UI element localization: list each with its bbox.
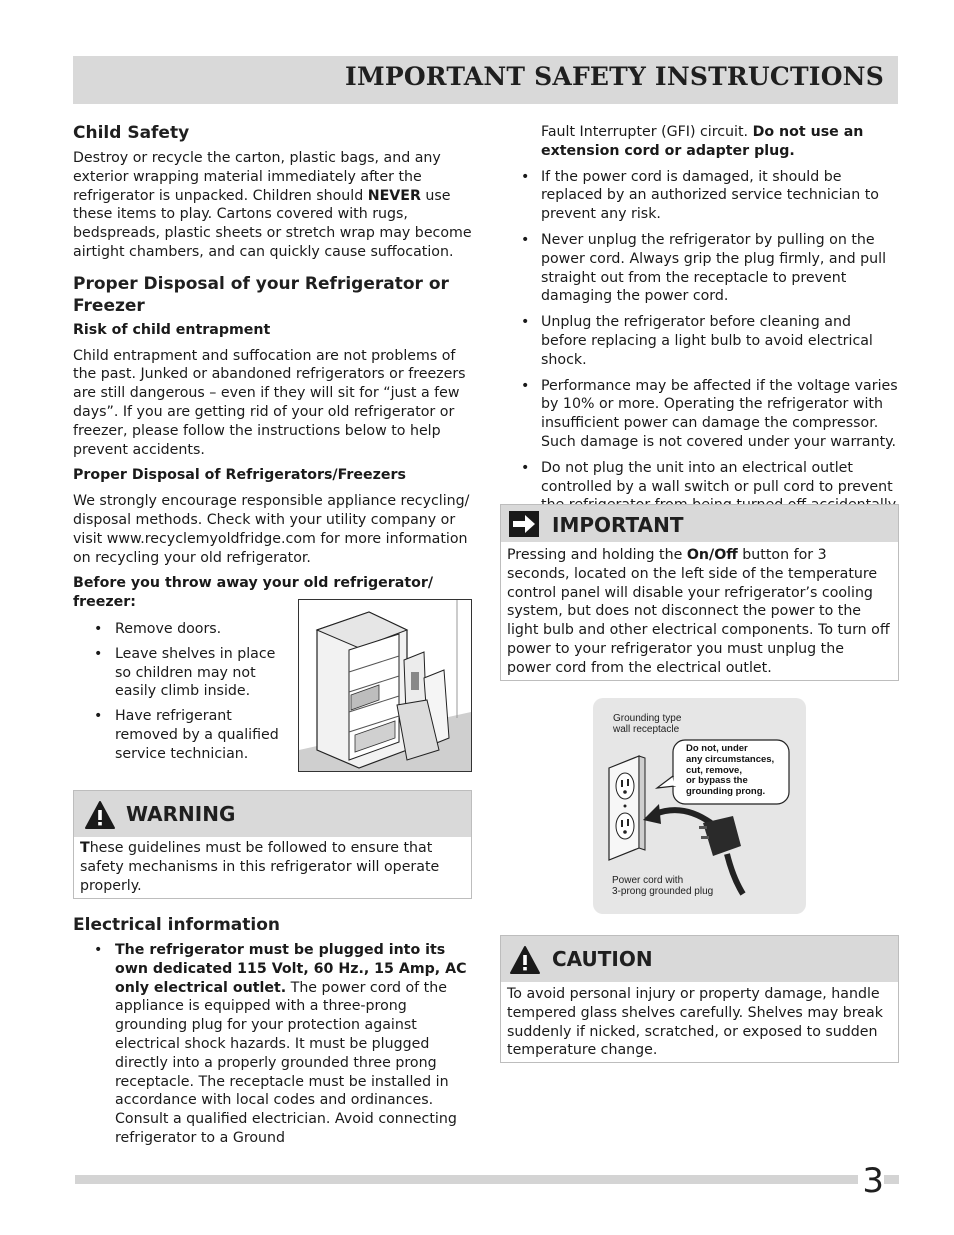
warning-text: These guidelines must be followed to ensure that safety mechanisms in this refrigerator will operate properly. [80,840,440,894]
warning-triangle-icon [84,800,116,830]
list-item: • Unplug the refrigerator before cleaning and before replacing a light bulb to avoid electrical shock. [521,313,901,369]
arrow-right-icon [509,511,539,537]
disposal-heading: Proper Disposal of your Refrigerator or Freezer [73,273,449,316]
list-item: • The refrigerator must be plugged into its own dedicated 115 Volt, 60 Hz., 15 Amp, AC only electrical outlet. The power cord of the appliance is equipped with a three-prong grounding plug for your protection against electrical shock hazards. It must be plugged directly into a properly grounded three prong receptacle. The receptacle must be installed in accordance with local codes and ordinances. Consult a qualified electrician. Avoid connecting refrigerator to a Ground [73,941,473,1148]
list-item: • Never unplug the refrigerator by pulling on the power cord. Always grip the plug firmly, and pull straight out from the receptacle to prevent damaging the power cord. [521,231,901,306]
warning-title: WARNING [126,802,236,826]
list-item: • Remove doors. [73,620,283,639]
important-box [500,504,899,681]
page-header [73,56,898,104]
receptacle-label: Grounding type wall receptacle [613,713,682,735]
footer-bar [75,1175,899,1184]
before-throw-heading: Before you throw away your old refrigerator/ freezer: [73,575,434,611]
open-refrigerator-icon [299,600,471,771]
plug-label: Power cord with 3-prong grounded plug [612,875,714,897]
risk-heading: Risk of child entrapment [73,321,271,338]
list-item: • Do not plug the unit into an electrical outlet controlled by a wall switch or pull cord to prevent [521,459,901,515]
important-header [501,505,898,542]
warning-header [74,791,471,837]
child-safety-heading: Child Safety [73,123,190,143]
never-emphasis: NEVER [367,187,421,204]
left-column [73,122,473,612]
important-text: Pressing and holding the On/Off button for 3 seconds, located on the left side of the temperature control panel will disable your refrigerator’s cooling system, but does not disconnect the power to the light bulb and other electrical components. To turn off power to your refrigerator you must unplug the power cord from the electrical outlet. [507,547,890,676]
list-item: • Leave shelves in place so children may not easily climb inside. [73,645,283,701]
right-column [521,123,901,515]
child-safety-text: Destroy or recycle the carton, plastic bags, and any exterior wrapping material immediately after the refrigerator is unpacked. Children should NEVER use these items to play. Cartons covered with rugs, bedspreads, plastic sheets or stretch wrap may become airtight chambers, and can quickly cause suffocation. [73,150,472,260]
page-number: 3 [858,1161,884,1201]
grounding-receptacle-figure [593,698,806,914]
caution-title: CAUTION [552,947,653,971]
list-item: • If the power cord is damaged, it should be replaced by an authorized service technician to prevent any risk. [521,168,901,224]
list-item: • Performance may be affected if the voltage varies by 10% or more. Operating the refrigerator with insufficient power can damage the compressor. Such damage is not covered under your warranty. [521,377,901,452]
caution-header [501,936,898,982]
electrical-section [73,914,473,1148]
important-title: IMPORTANT [552,513,684,537]
electrical-continued-text: Fault Interrupter (GFI) circuit. Do not use an extension cord or adapter plug. [541,124,864,159]
page-title: IMPORTANT SAFETY INSTRUCTIONS [345,62,884,91]
proper-disposal-heading: Proper Disposal of Refrigerators/Freezers [73,467,406,484]
risk-text: Child entrapment and suffocation are not problems of the past. Junked or abandoned refrigerators or freezers are still dangerous – even if they will sit for “just a few days”. If you are getting rid of your old refrigerator or freezer, please follow the instructions below to help prevent accidents. [73,347,466,458]
warning-triangle-icon [509,945,541,975]
proper-disposal-text: We strongly encourage responsible appliance recycling/ disposal methods. Check with your utility company or visit www.recyclemyoldfridge.com for more information on recycling your old refrigerator. [73,493,470,566]
refrigerator-illustration [298,599,472,772]
caution-box [500,935,899,1063]
list-item: • Have refrigerant removed by a qualified service technician. [73,707,283,763]
electrical-heading: Electrical information [73,915,280,935]
on-off-emphasis: On/Off [686,547,738,563]
disposal-bullet-list [73,620,283,764]
grounding-callout-text: Do not, under any circumstances, cut, remove, or bypass the grounding prong. [686,743,775,798]
caution-text: To avoid personal injury or property damage, handle tempered glass shelves carefully. Shelves may break suddenly if nicked, scratched, or exposed to sudden temperature change. [507,986,883,1059]
warning-box [73,790,472,899]
